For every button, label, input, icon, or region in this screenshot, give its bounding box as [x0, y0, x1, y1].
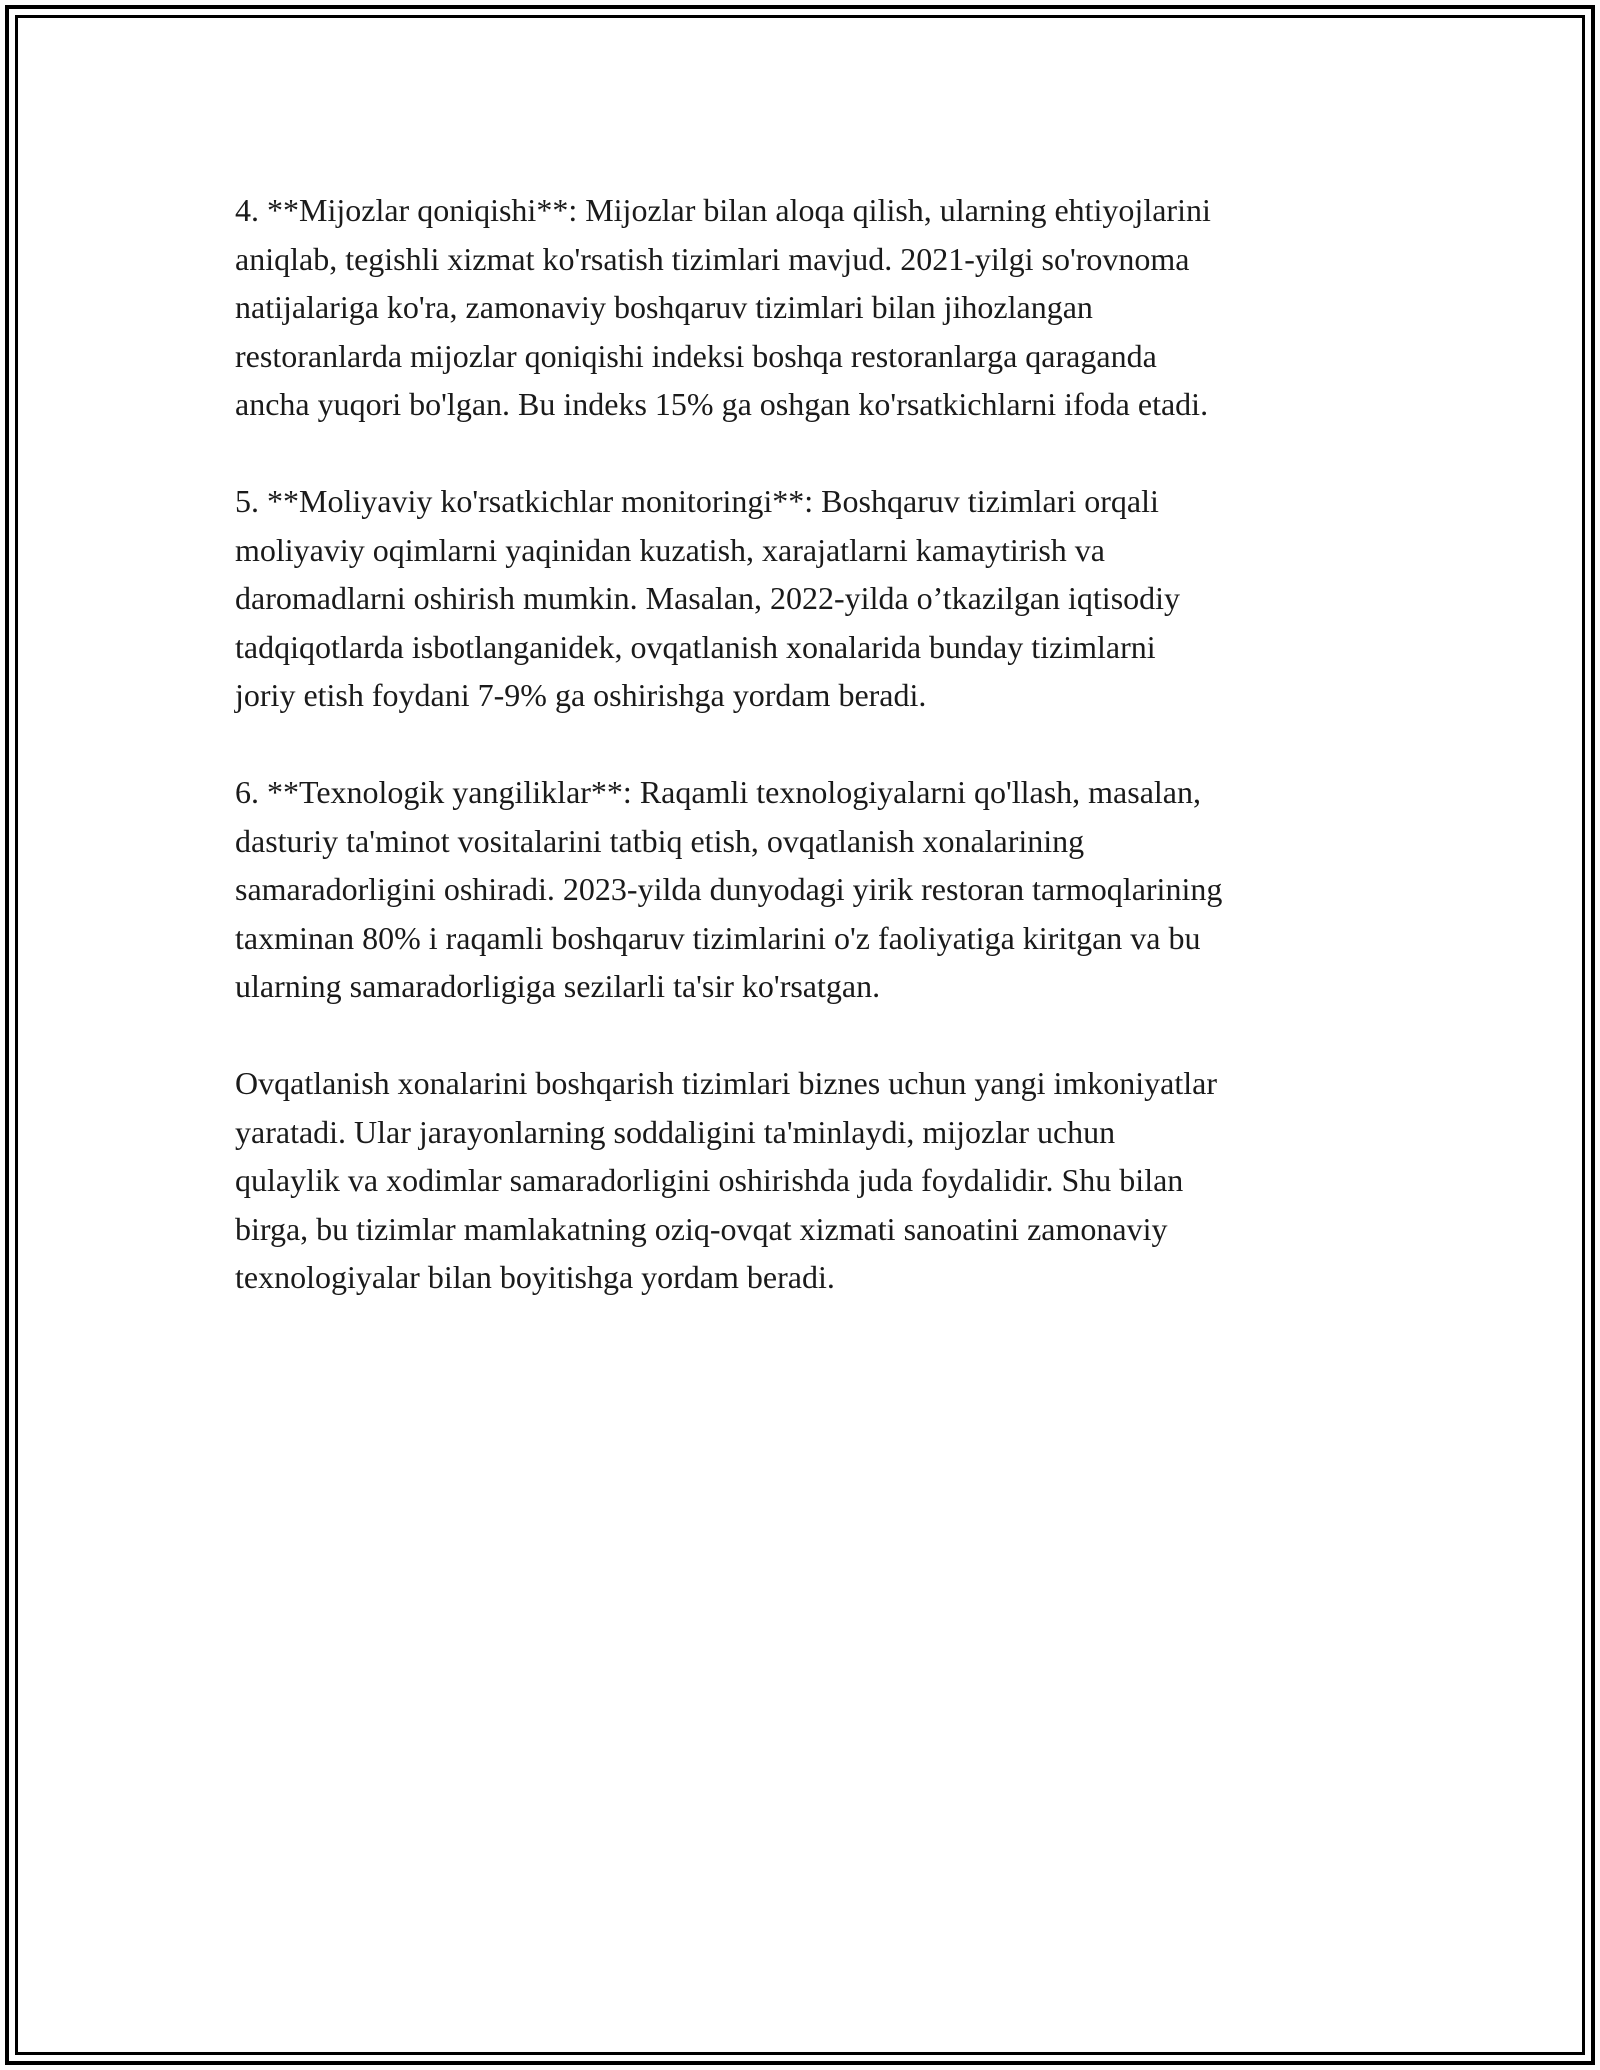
- text-line: tadqiqotlarda isbotlanganidek, ovqatlanish xonalarida bunday tizimlarni: [235, 628, 1156, 665]
- text-line: moliyaviy oqimlarni yaqinidan kuzatish, xarajatlarni kamaytirish va: [235, 531, 1105, 568]
- text-line: natijalariga ko'ra, zamonaviy boshqaruv tizimlari bilan jihozlangan: [235, 289, 1093, 325]
- text-line: joriy etish foydani 7-9% ga oshirishga yordam beradi.: [235, 677, 927, 713]
- paragraph-customer-satisfaction: [235, 186, 1375, 429]
- text-line: birga, bu tizimlar mamlakatning oziq-ovqat xizmati sanoatini zamonaviy: [235, 1210, 1168, 1247]
- text-line: dasturiy ta'minot vositalarini tatbiq etish, ovqatlanish xonalarining: [235, 822, 1085, 859]
- text-line: aniqlab, tegishli xizmat ko'rsatish tizimlari mavjud. 2021-yilgi so'rovnoma: [235, 240, 1190, 277]
- text-line: 4. **Mijozlar qoniqishi**: Mijozlar bilan aloqa qilish, ularning ehtiyojlarini: [235, 192, 1211, 228]
- paragraph-financial-monitoring: [235, 477, 1375, 720]
- document-body: [235, 186, 1375, 1302]
- text-line: qulaylik va xodimlar samaradorligini oshirishda juda foydalidir. Shu bilan: [235, 1162, 1184, 1198]
- text-line: ancha yuqori bo'lgan. Bu indeks 15% ga oshgan ko'rsatkichlarni ifoda etadi.: [235, 386, 1209, 422]
- text-line: samaradorligini oshiradi. 2023-yilda dunyodagi yirik restoran tarmoqlarining: [235, 871, 1223, 907]
- text-line: 5. **Moliyaviy ko'rsatkichlar monitoringi**: Boshqaruv tizimlari orqali: [235, 483, 1159, 519]
- text-line: daromadlarni oshirish mumkin. Masalan, 2022-yilda o’tkazilgan iqtisodiy: [235, 580, 1181, 616]
- text-line: Ovqatlanish xonalarini boshqarish tizimlari biznes uchun yangi imkoniyatlar: [235, 1065, 1217, 1101]
- text-line: texnologiyalar bilan boyitishga yordam beradi.: [235, 1259, 835, 1295]
- text-line: yaratadi. Ular jarayonlarning soddaligini ta'minlaydi, mijozlar uchun: [235, 1113, 1116, 1150]
- text-line: taxminan 80% i raqamli boshqaruv tizimlarini o'z faoliyatiga kiritgan va bu: [235, 919, 1201, 956]
- paragraph-technology-innovations: [235, 768, 1375, 1011]
- text-line: ularning samaradorligiga sezilarli ta'sir ko'rsatgan.: [235, 968, 881, 1004]
- text-line: 6. **Texnologik yangiliklar**: Raqamli texnologiyalarni qo'llash, masalan,: [235, 774, 1201, 810]
- text-line: restoranlarda mijozlar qoniqishi indeksi boshqa restoranlarga qaraganda: [235, 337, 1157, 374]
- paragraph-conclusion: [235, 1059, 1375, 1302]
